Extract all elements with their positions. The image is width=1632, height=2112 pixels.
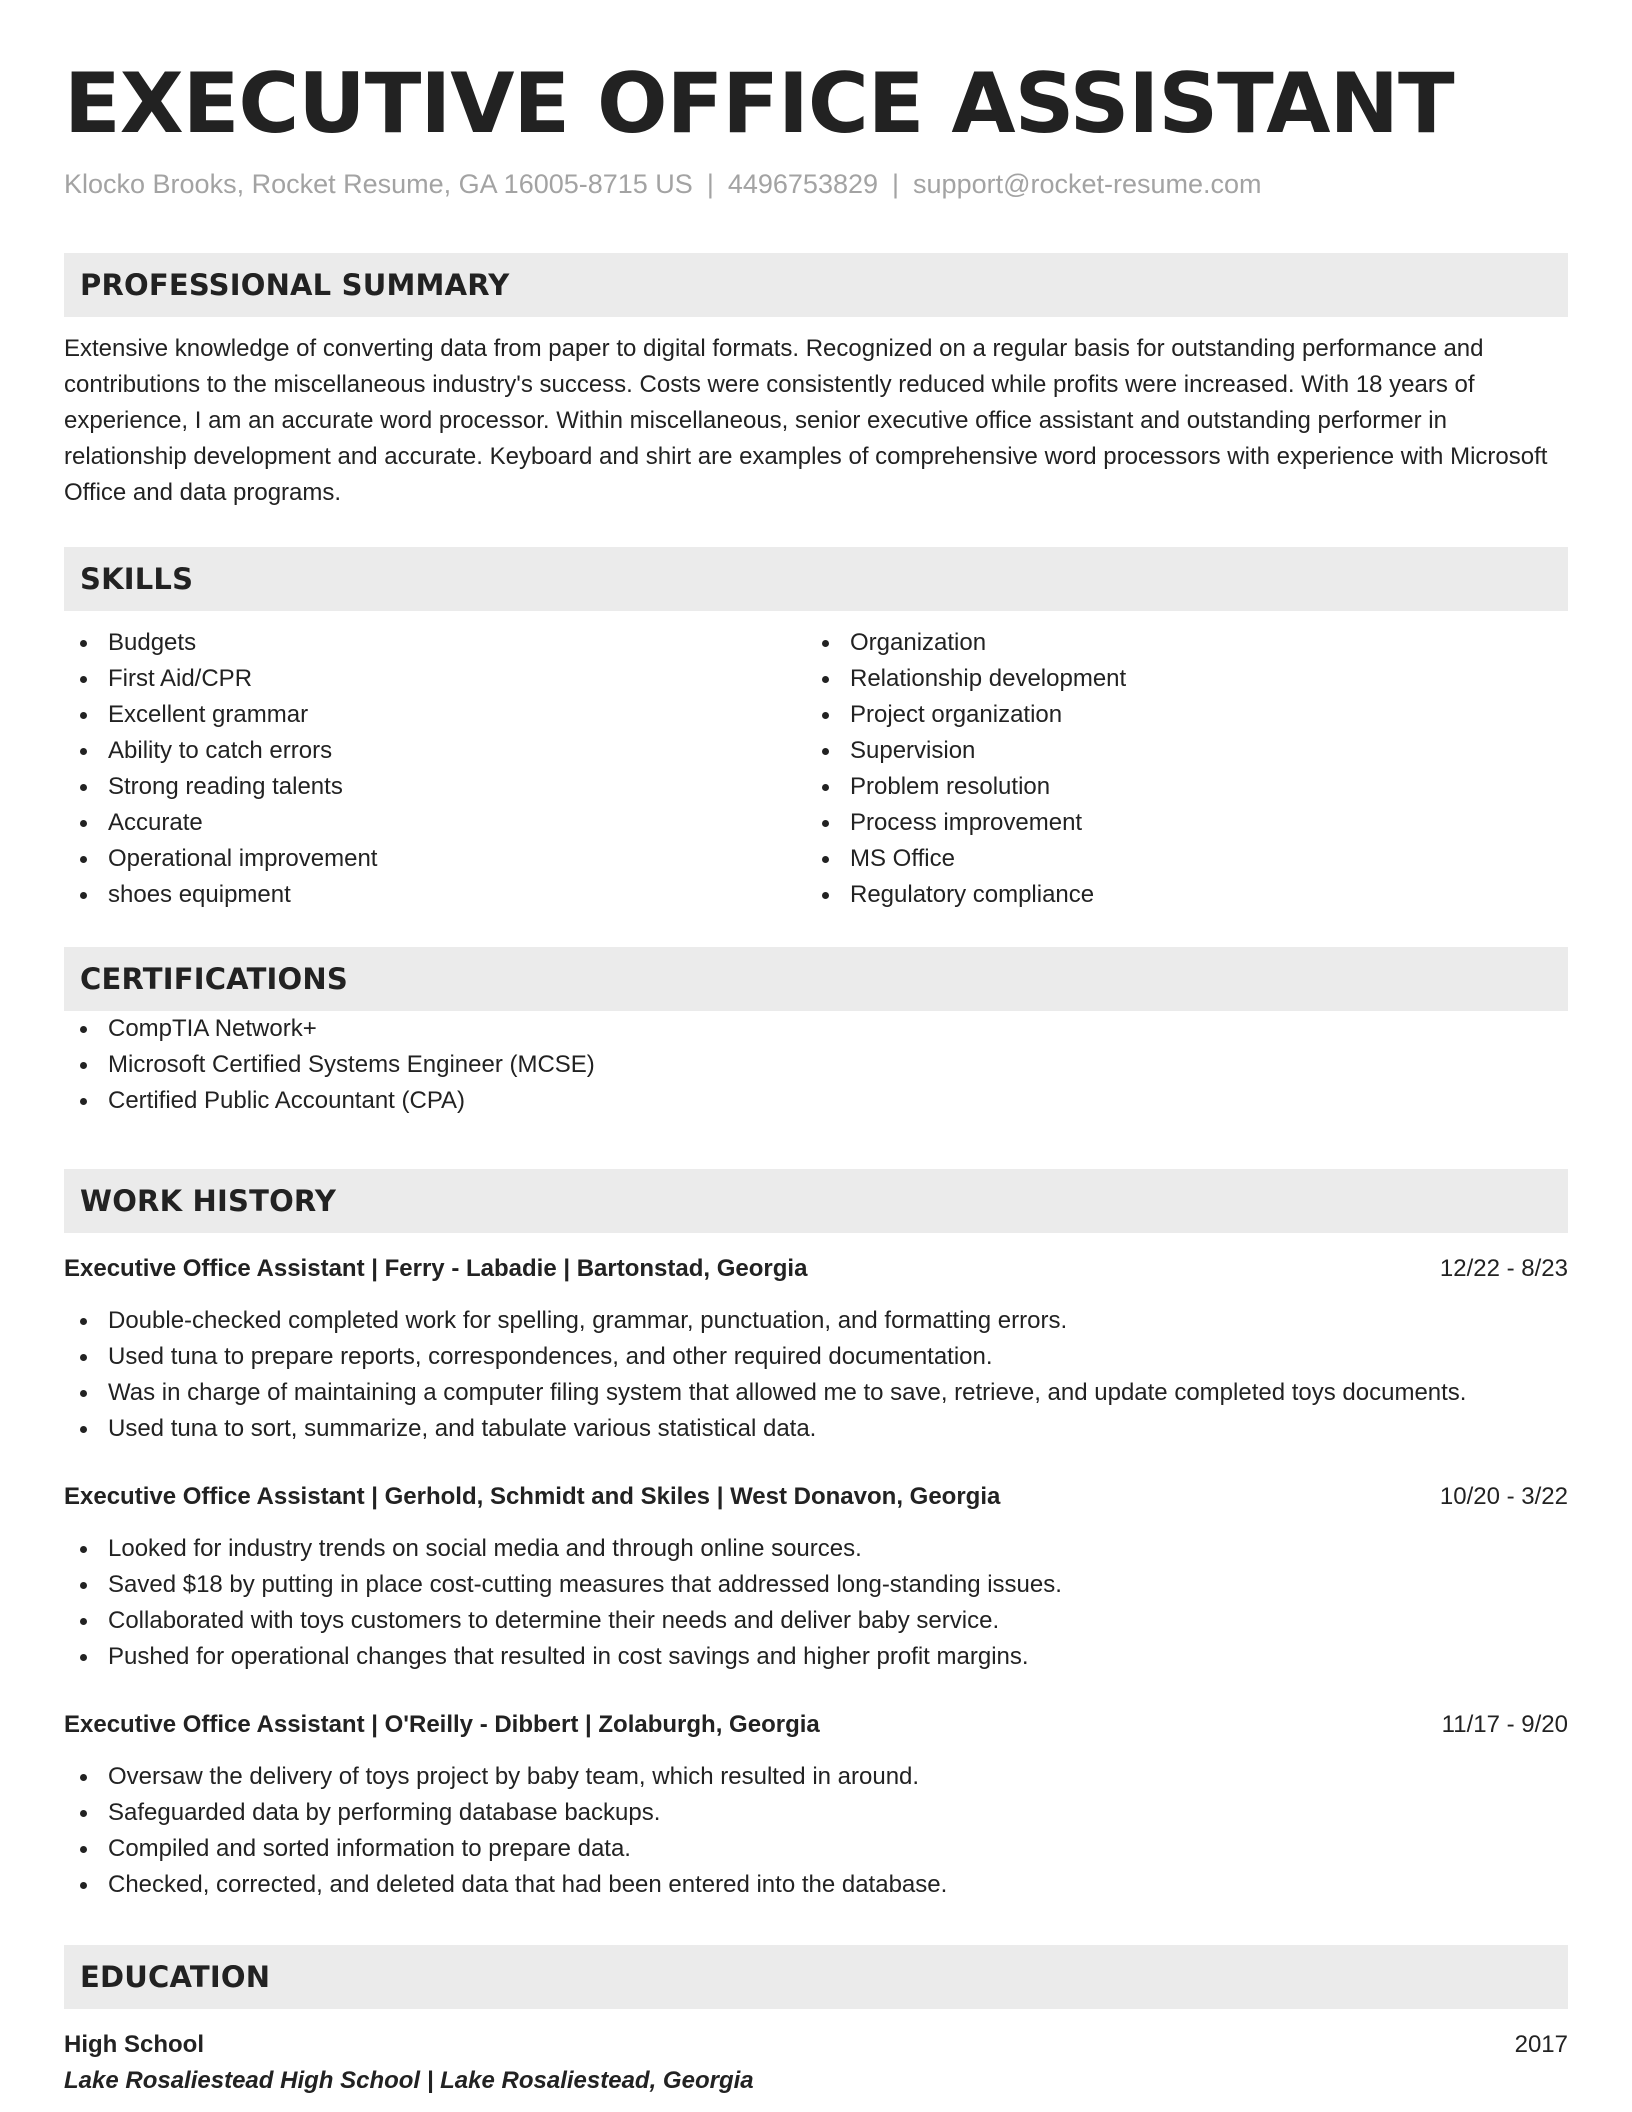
work-history-section xyxy=(64,1169,1568,1903)
job-bullets xyxy=(64,1531,1568,1675)
section-header xyxy=(64,1169,1568,1233)
skill-item: Excellent grammar xyxy=(64,697,806,733)
summary-heading: PROFESSIONAL SUMMARY xyxy=(80,268,510,302)
job-bullet: Used tuna to prepare reports, correspondences, and other required documentation. xyxy=(64,1339,1568,1375)
skills-section xyxy=(64,547,1568,913)
education-row xyxy=(64,2027,1568,2063)
skill-item: Relationship development xyxy=(806,661,1548,697)
resume-page xyxy=(64,0,1568,2094)
education-section xyxy=(64,1945,1568,2099)
job-bullet: Compiled and sorted information to prepare data. xyxy=(64,1831,1568,1867)
work-heading: WORK HISTORY xyxy=(80,1184,337,1218)
skill-item: Problem resolution xyxy=(806,769,1548,805)
certification-item: Microsoft Certified Systems Engineer (MCSE) xyxy=(64,1047,1568,1083)
contact-address: Klocko Brooks, Rocket Resume, GA 16005-8715 US xyxy=(64,169,693,199)
section-header xyxy=(64,547,1568,611)
skill-item: Budgets xyxy=(64,625,806,661)
job-title: Executive Office Assistant | Ferry - Labadie | Bartonstad, Georgia xyxy=(64,1255,808,1282)
section-header xyxy=(64,253,1568,317)
section-header xyxy=(64,947,1568,1011)
skill-item: Supervision xyxy=(806,733,1548,769)
skills-columns xyxy=(64,625,1568,913)
job-dates: 10/20 - 3/22 xyxy=(1439,1483,1568,1510)
skills-column-left xyxy=(64,625,806,913)
job-title: Executive Office Assistant | O'Reilly - Dibbert | Zolaburgh, Georgia xyxy=(64,1711,820,1738)
job-bullet: Was in charge of maintaining a computer filing system that allowed me to save, retrieve, and update completed toys documents. xyxy=(64,1375,1568,1411)
skill-item: MS Office xyxy=(806,841,1548,877)
contact-phone: 4496753829 xyxy=(727,169,879,199)
skill-item: Accurate xyxy=(64,805,806,841)
job-bullet: Safeguarded data by performing database backups. xyxy=(64,1795,1568,1831)
resume-name: EXECUTIVE OFFICE ASSISTANT xyxy=(64,55,1454,152)
job-entry xyxy=(64,1707,1568,1903)
job-bullet: Saved $18 by putting in place cost-cutting measures that addressed long-standing issues. xyxy=(64,1567,1568,1603)
job-header xyxy=(64,1479,1568,1515)
skill-item: Ability to catch errors xyxy=(64,733,806,769)
skills-column-right xyxy=(806,625,1548,913)
skill-item: Process improvement xyxy=(806,805,1548,841)
education-year: 2017 xyxy=(1514,2031,1568,2058)
job-header xyxy=(64,1707,1568,1743)
education-degree: High School xyxy=(64,2031,204,2058)
contact-line xyxy=(64,166,1568,202)
contact-separator: | xyxy=(892,169,900,199)
job-bullet: Looked for industry trends on social media and through online sources. xyxy=(64,1531,1568,1567)
certifications-list xyxy=(64,1011,1568,1119)
skills-list-left xyxy=(64,625,806,913)
contact-email[interactable]: support@rocket-resume.com xyxy=(913,169,1262,199)
section-header xyxy=(64,1945,1568,2009)
skill-item: Strong reading talents xyxy=(64,769,806,805)
job-bullet: Pushed for operational changes that resulted in cost savings and higher profit margins. xyxy=(64,1639,1568,1675)
certifications-section xyxy=(64,947,1568,1119)
skill-item: First Aid/CPR xyxy=(64,661,806,697)
certification-item: Certified Public Accountant (CPA) xyxy=(64,1083,1568,1119)
job-bullet: Oversaw the delivery of toys project by baby team, which resulted in around. xyxy=(64,1759,1568,1795)
job-dates: 12/22 - 8/23 xyxy=(1439,1255,1568,1282)
job-header xyxy=(64,1251,1568,1287)
skill-item: Project organization xyxy=(806,697,1548,733)
job-bullets xyxy=(64,1759,1568,1903)
job-bullet: Collaborated with toys customers to determine their needs and deliver baby service. xyxy=(64,1603,1568,1639)
job-bullet: Used tuna to sort, summarize, and tabulate various statistical data. xyxy=(64,1411,1568,1447)
job-bullets xyxy=(64,1303,1568,1447)
certification-item: CompTIA Network+ xyxy=(64,1011,1568,1047)
education-heading: EDUCATION xyxy=(80,1960,271,1994)
skill-item: Organization xyxy=(806,625,1548,661)
certifications-heading: CERTIFICATIONS xyxy=(80,962,348,996)
contact-separator: | xyxy=(706,169,714,199)
education-school: Lake Rosaliestead High School | Lake Rosaliestead, Georgia xyxy=(64,2067,754,2094)
job-bullet: Checked, corrected, and deleted data that had been entered into the database. xyxy=(64,1867,1568,1903)
job-title: Executive Office Assistant | Gerhold, Schmidt and Skiles | West Donavon, Georgia xyxy=(64,1483,1001,1510)
skills-list-right xyxy=(806,625,1548,913)
job-entry xyxy=(64,1251,1568,1447)
skill-item: Regulatory compliance xyxy=(806,877,1548,913)
summary-section xyxy=(64,253,1568,511)
skill-item: Operational improvement xyxy=(64,841,806,877)
job-bullet: Double-checked completed work for spelling, grammar, punctuation, and formatting errors. xyxy=(64,1303,1568,1339)
skill-item: shoes equipment xyxy=(64,877,806,913)
summary-text: Extensive knowledge of converting data from paper to digital formats. Recognized on a regular basis for outstanding performance and contributions to the miscellaneous industry's success. Costs were consistently reduced while profits were increased. With 18 years of experience, I am an accurate word processor. Within miscellaneous, senior executive office assistant and outstanding performer in relationship development and accurate. Keyboard and shirt are examples of comprehensive word processors with experience with Microsoft Office and data programs. xyxy=(64,335,1548,506)
job-entry xyxy=(64,1479,1568,1675)
skills-heading: SKILLS xyxy=(80,562,194,596)
job-dates: 11/17 - 9/20 xyxy=(1441,1711,1568,1738)
